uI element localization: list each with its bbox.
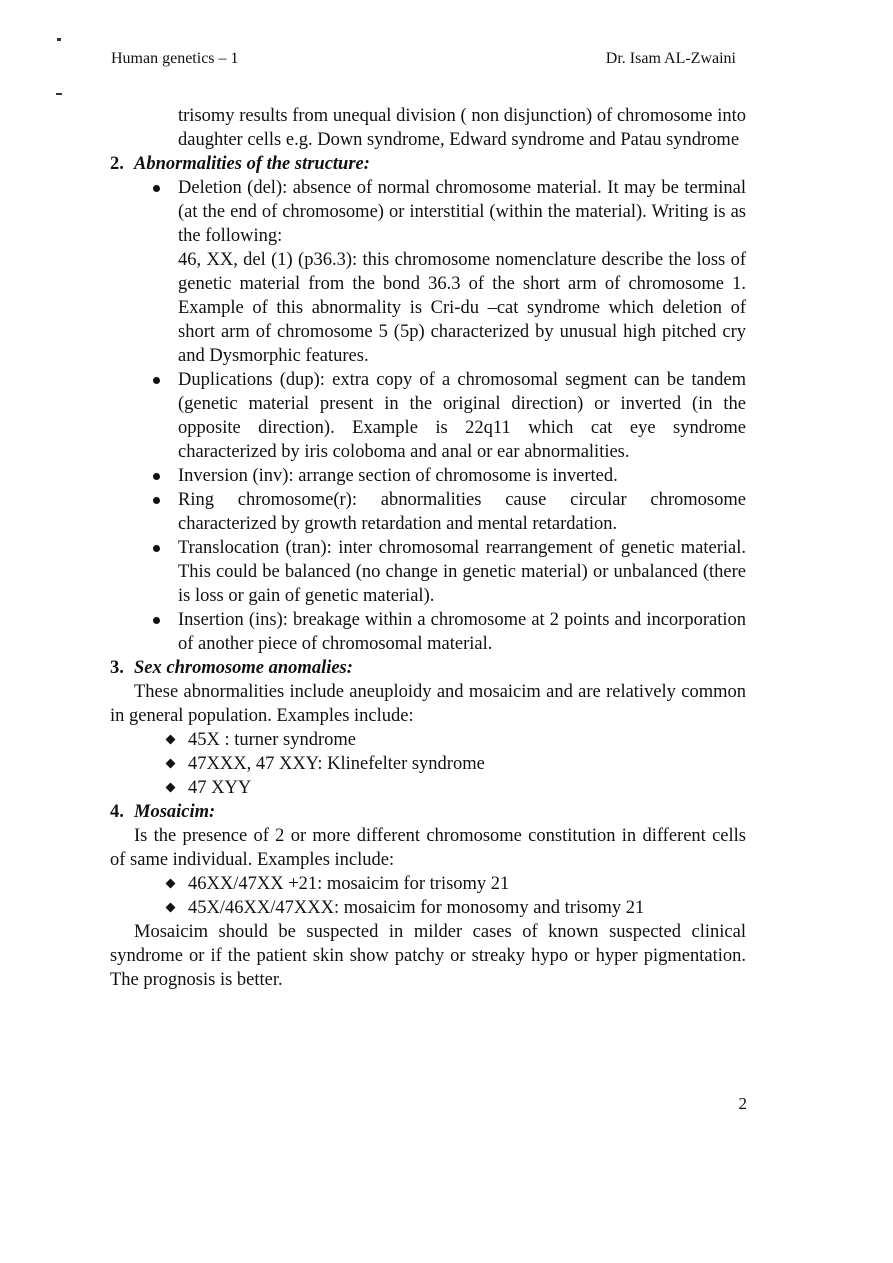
section-2-number: 2. [110,154,124,174]
bullet-icon [153,497,160,504]
bullet-icon [153,185,160,192]
list-item [110,872,746,896]
scan-mark-left [56,93,62,95]
list-item [110,464,746,488]
list-item [110,488,746,536]
bullet-icon [153,545,160,552]
section-3-number: 3. [110,658,124,678]
list-item-text: Ring chromosome(r): abnormalities cause circular chromosome characterized by growth retardation and mental retardation. [178,490,746,534]
list-item [110,896,746,920]
diamond-bullet-icon [166,735,176,745]
section-2-list [110,176,746,656]
section-3-heading [110,656,746,680]
list-item [110,728,746,752]
list-item-text: Deletion (del): absence of normal chromosome material. It may be terminal (at the end of chromosome) or interstitial (within the material). Writing is as the following: [178,178,746,246]
list-item [110,368,746,464]
scan-mark-top [57,38,61,41]
list-item [110,752,746,776]
list-item-text: Duplications (dup): extra copy of a chromosomal segment can be tandem (genetic material present in the original direction) or inverted (in the opposite direction). Example is 22q11 which cat eye syndrome characterized by iris coloboma and anal or ear abnormalities. [178,370,746,462]
page-header [111,50,736,72]
list-item-text: 45X : turner syndrome [188,730,357,750]
list-item-text: 46XX/47XX +21: mosaicim for trisomy 21 [188,874,510,894]
section-3-title: Sex chromosome anomalies: [134,658,353,678]
section-2-title: Abnormalities of the structure: [134,154,370,174]
list-item-text: Translocation (tran): inter chromosomal rearrangement of genetic material. This could be balanced (no change in genetic material) or unbalanced (there is loss or gain of genetic material). [178,538,746,606]
section-4-title: Mosaicim: [134,802,216,822]
section-4-number: 4. [110,802,124,822]
bullet-icon [153,473,160,480]
list-item-extra: 46, XX, del (1) (p36.3): this chromosome nomenclature describe the loss of genetic material from the bond 36.3 of the short arm of chromosome 1. Example of this abnormality is Cri-du –cat syndrome which deletion of short arm of chromosome 5 (5p) characterized by unusual high pitched cry and Dysmorphic features. [178,250,746,366]
list-item-text: 47XXX, 47 XXY: Klinefelter syndrome [188,754,485,774]
header-author: Dr. Isam AL-Zwaini [605,50,736,67]
intro-continuation: trisomy results from unequal division ( non disjunction) of chromosome into daughter cells e.g. Down syndrome, Edward syndrome and Patau syndrome [178,106,746,150]
section-3-list [110,728,746,800]
page-content [110,104,746,992]
list-item [110,608,746,656]
page-number: 2 [738,1094,747,1113]
diamond-bullet-icon [166,783,176,793]
list-item-text: 47 XYY [188,778,252,798]
section-4-heading [110,800,746,824]
header-course-title: Human genetics – 1 [111,50,239,67]
diamond-bullet-icon [166,759,176,769]
section-4-closing: Mosaicim should be suspected in milder cases of known suspected clinical syndrome or if the patient skin show patchy or streaky hypo or hyper pigmentation. The prognosis is better. [110,922,746,990]
section-4-paragraph: Is the presence of 2 or more different chromosome constitution in different cells of same individual. Examples include: [110,826,746,870]
diamond-bullet-icon [166,903,176,913]
bullet-icon [153,377,160,384]
section-2-heading [110,152,746,176]
section-4-list [110,872,746,920]
list-item [110,536,746,608]
section-3-paragraph: These abnormalities include aneuploidy and mosaicim and are relatively common in general population. Examples include: [110,682,746,726]
list-item-text: Insertion (ins): breakage within a chromosome at 2 points and incorporation of another piece of chromosomal material. [178,610,746,654]
diamond-bullet-icon [166,879,176,889]
list-item-text: 45X/46XX/47XXX: mosaicim for monosomy and trisomy 21 [188,898,645,918]
list-item [110,176,746,368]
bullet-icon [153,617,160,624]
list-item-text: Inversion (inv): arrange section of chromosome is inverted. [178,466,618,486]
list-item [110,776,746,800]
